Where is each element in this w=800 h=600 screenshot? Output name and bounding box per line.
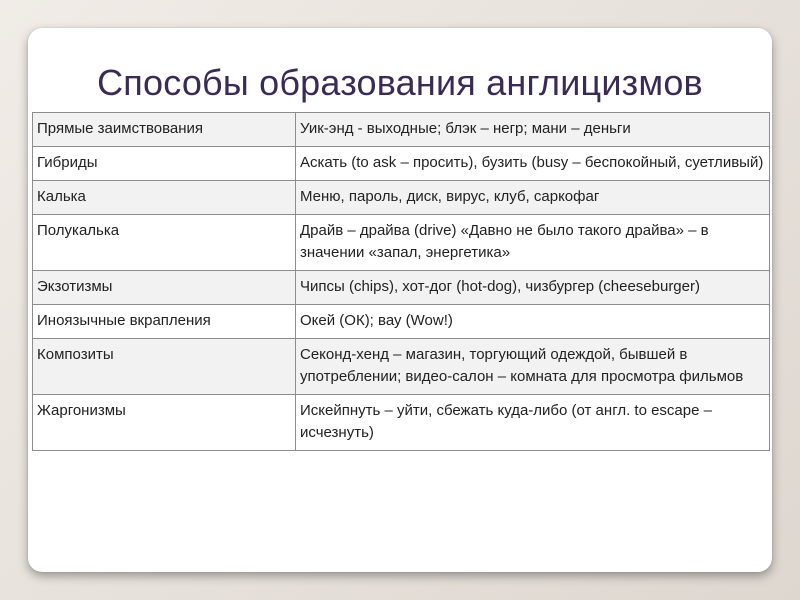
term-cell: Жаргонизмы [33, 395, 296, 451]
examples-cell: Секонд-хенд – магазин, торгующий одеждой, бывшей в употреблении; видео-салон – комната для просмотра фильмов [296, 339, 770, 395]
term-cell: Полукалька [33, 215, 296, 271]
examples-cell: Уик-энд - выходные; блэк – негр; мани – деньги [296, 113, 770, 147]
term-cell: Прямые заимствования [33, 113, 296, 147]
slide [28, 28, 772, 572]
table-row [33, 181, 770, 215]
term-cell: Экзотизмы [33, 271, 296, 305]
term-cell: Композиты [33, 339, 296, 395]
examples-cell: Чипсы (chips), хот-дог (hot-dog), чизбургер (cheeseburger) [296, 271, 770, 305]
term-cell: Калька [33, 181, 296, 215]
examples-cell: Драйв – драйва (drive) «Давно не было такого драйва» – в значении «запал, энергетика» [296, 215, 770, 271]
table-row [33, 147, 770, 181]
table-row [33, 305, 770, 339]
table-row [33, 339, 770, 395]
table-row [33, 395, 770, 451]
term-cell: Гибриды [33, 147, 296, 181]
table-row [33, 113, 770, 147]
examples-cell: Окей (ОК); вау (Wow!) [296, 305, 770, 339]
slide-title: Способы образования англицизмов [97, 62, 703, 103]
examples-cell: Меню, пароль, диск, вирус, клуб, саркофаг [296, 181, 770, 215]
table-row [33, 271, 770, 305]
table-row [33, 215, 770, 271]
examples-cell: Искейпнуть – уйти, сбежать куда-либо (от англ. to escape – исчезнуть) [296, 395, 770, 451]
term-cell: Иноязычные вкрапления [33, 305, 296, 339]
anglicisms-table [32, 112, 770, 451]
examples-cell: Аскать (to ask – просить), бузить (busy – беспокойный, суетливый) [296, 147, 770, 181]
